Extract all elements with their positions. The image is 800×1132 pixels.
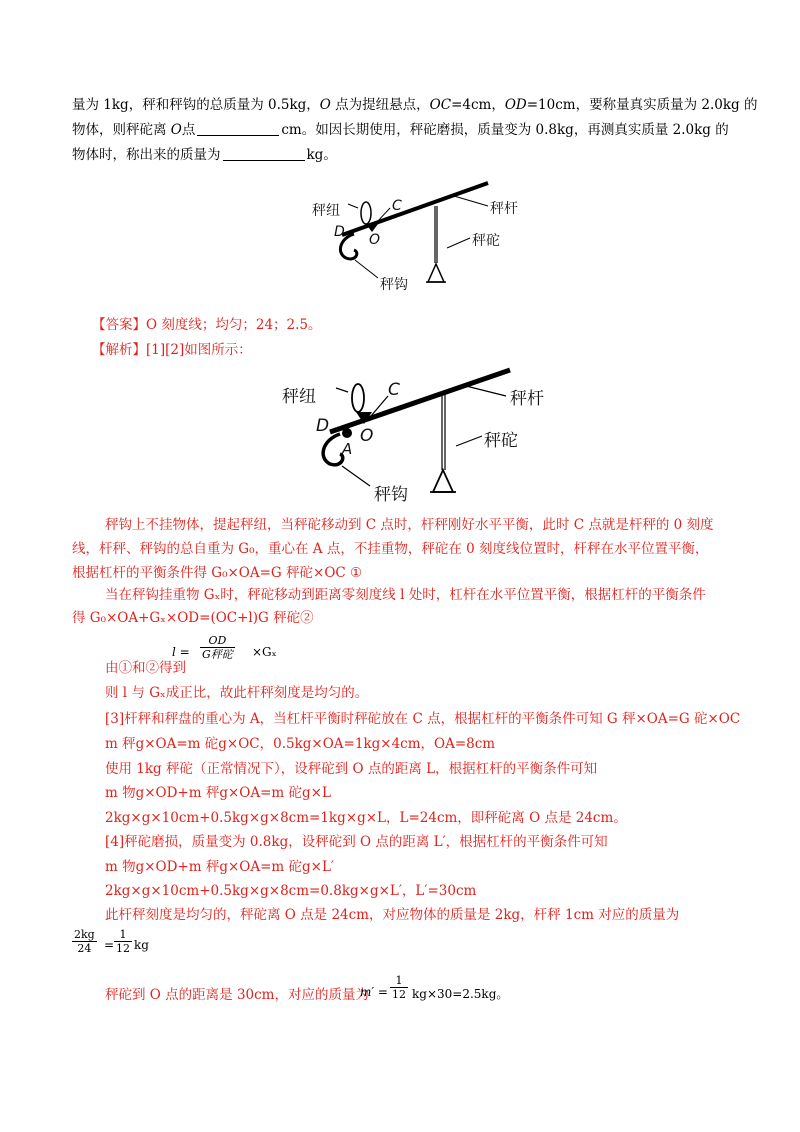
- question-text: 点: [181, 122, 196, 138]
- analysis-text: [3]杆秤和秤盘的重心为 A，当杠杆平衡时秤砣放在 C 点，根据杠杆的平衡条件可知 G 秤×OA=G 砣×OC: [105, 711, 741, 727]
- question-text: kg。: [306, 147, 337, 163]
- formula-l: [172, 634, 282, 670]
- label-c: C: [388, 380, 400, 400]
- formula-fraction: [390, 974, 408, 1001]
- analysis-paragraph-1: 根据杠杆的平衡条件得 G₀×OA=G 秤砣×OC ①: [72, 565, 363, 581]
- answer-tag: 【答案】: [92, 317, 146, 333]
- analysis-text: 2kg×g×10cm+0.5kg×g×8cm=0.8kg×g×L′，L′=30cm: [105, 883, 477, 899]
- formula-tail: kg×30=2.5kg。: [412, 987, 509, 1001]
- analysis-text: 2kg×g×10cm+0.5kg×g×8cm=1kg×g×L，L=24cm，即秤砣离 O 点是 24cm。: [105, 810, 627, 826]
- analysis-paragraph-1: 秤钩上不挂物体，提起秤纽，当秤砣移动到 C 点时，杆秤刚好水平平衡，此时 C 点就是杆秤的 0 刻度: [105, 517, 714, 533]
- label-a: A: [342, 440, 353, 458]
- analysis-line: [92, 340, 252, 360]
- label-d: D: [316, 416, 330, 436]
- label-niu: 秤纽: [312, 203, 340, 219]
- question-line-1: [72, 95, 757, 115]
- analysis-text: 秤砣到 O 点的距离是 30cm，对应的质量为: [105, 987, 369, 1003]
- question-text: 物体，则秤砣离: [72, 122, 171, 138]
- formula-denominator: 12: [116, 942, 130, 955]
- question-line-2: [72, 120, 729, 140]
- formula-fraction: [200, 634, 235, 661]
- formula-lhs: m′ =: [360, 985, 388, 999]
- label-c: C: [392, 198, 402, 214]
- question-text: =4cm，: [451, 97, 505, 113]
- formula-tail: ×Gₓ: [252, 645, 277, 659]
- formula-mass-per-cm: [72, 928, 192, 964]
- formula-final-mass: [360, 972, 520, 1012]
- analysis-text: m 物g×OD+m 秤g×OA=m 砣g×L: [105, 785, 331, 801]
- formula-lhs: l =: [172, 645, 190, 659]
- label-o: O: [369, 232, 381, 248]
- formula-equals: =: [104, 938, 115, 952]
- question-text: 物体时，称出来的质量为: [72, 147, 221, 163]
- analysis-tag: 【解析】: [92, 342, 146, 358]
- formula-numerator: OD: [200, 634, 235, 648]
- label-tuo: 秤砣: [484, 431, 518, 451]
- formula-numerator: 1: [114, 928, 132, 942]
- answer-line: [92, 315, 322, 335]
- question-text: =10cm，要称量真实质量为 2.0kg 的: [526, 97, 758, 113]
- analysis-text: 使用 1kg 秤砣（正常情况下），设秤砣到 O 点的距离 L，根据杠杆的平衡条件可知: [105, 761, 598, 777]
- analysis-text: 由①和②得到: [105, 660, 186, 676]
- label-gan: 秤杆: [510, 389, 544, 409]
- formula-denominator: 12: [392, 988, 406, 1001]
- analysis-paragraph-1: 线，杆秤、秤钩的总自重为 G₀，重心在 A 点，不挂重物，秤砣在 0 刻度线位置时，杆秤在水平位置平衡，: [72, 541, 709, 557]
- formula-numerator: 2kg: [74, 928, 95, 941]
- formula-unit: kg: [134, 938, 149, 952]
- label-gan: 秤杆: [490, 201, 518, 217]
- steelyard-figure-1: [300, 178, 550, 298]
- analysis-text: [4]秤砣磨损，质量变为 0.8kg，设秤砣到 O 点的距离 L′，根据杠杆的平衡条件可知: [105, 834, 608, 850]
- label-tuo: 秤砣: [472, 233, 500, 249]
- steelyard-figure-2: [270, 362, 570, 507]
- answer-blank: [197, 121, 279, 136]
- question-text: O: [319, 97, 331, 113]
- analysis-text: m 物g×OD+m 秤g×OA=m 砣g×L′: [105, 859, 334, 875]
- label-niu: 秤纽: [282, 387, 316, 407]
- analysis-text: m 秤g×OA=m 砣g×OC，0.5kg×OA=1kg×4cm，OA=8cm: [105, 736, 496, 752]
- question-text: 点为提纽悬点，: [330, 97, 430, 113]
- answer-blank: [223, 146, 305, 161]
- question-text: OD: [504, 97, 527, 113]
- answer-text: O 刻度线；均匀；24；2.5。: [146, 317, 322, 333]
- formula-denominator: G秤砣: [202, 648, 233, 661]
- label-gou: 秤钩: [380, 277, 408, 293]
- question-text: OC: [429, 97, 452, 113]
- analysis-paragraph-2: 当在秤钩挂重物 Gₓ时，秤砣移动到距离零刻度线 l 处时，杠杆在水平位置平衡，根据杠杆的平衡条件: [105, 587, 706, 603]
- analysis-text: 则 l 与 Gₓ成正比，故此杆秤刻度是均匀的。: [105, 685, 369, 701]
- question-line-3: [72, 145, 337, 165]
- label-gou: 秤钩: [374, 485, 408, 505]
- question-text: O: [170, 122, 182, 138]
- analysis-text: [1][2]如图所示：: [146, 342, 252, 358]
- question-text: cm。如因长期使用，秤砣磨损，质量变为 0.8kg，再测真实质量 2.0kg 的: [281, 122, 729, 138]
- label-d: D: [334, 224, 345, 240]
- label-o: O: [360, 426, 374, 446]
- analysis-paragraph-2: 得 G₀×OA+Gₓ×OD=(OC+l)G 秤砣②: [72, 610, 314, 626]
- question-text: 量为 1kg，秤和秤钩的总质量为 0.5kg，: [72, 97, 320, 113]
- formula-fraction: [114, 928, 132, 955]
- formula-denominator: 24: [77, 942, 92, 955]
- analysis-text: 此杆秤刻度是均匀的，秤砣离 O 点是 24cm，对应物体的质量是 2kg，杆秤 1cm 对应的质量为: [105, 907, 680, 923]
- formula-fraction: [72, 928, 97, 955]
- formula-numerator: 1: [390, 974, 408, 988]
